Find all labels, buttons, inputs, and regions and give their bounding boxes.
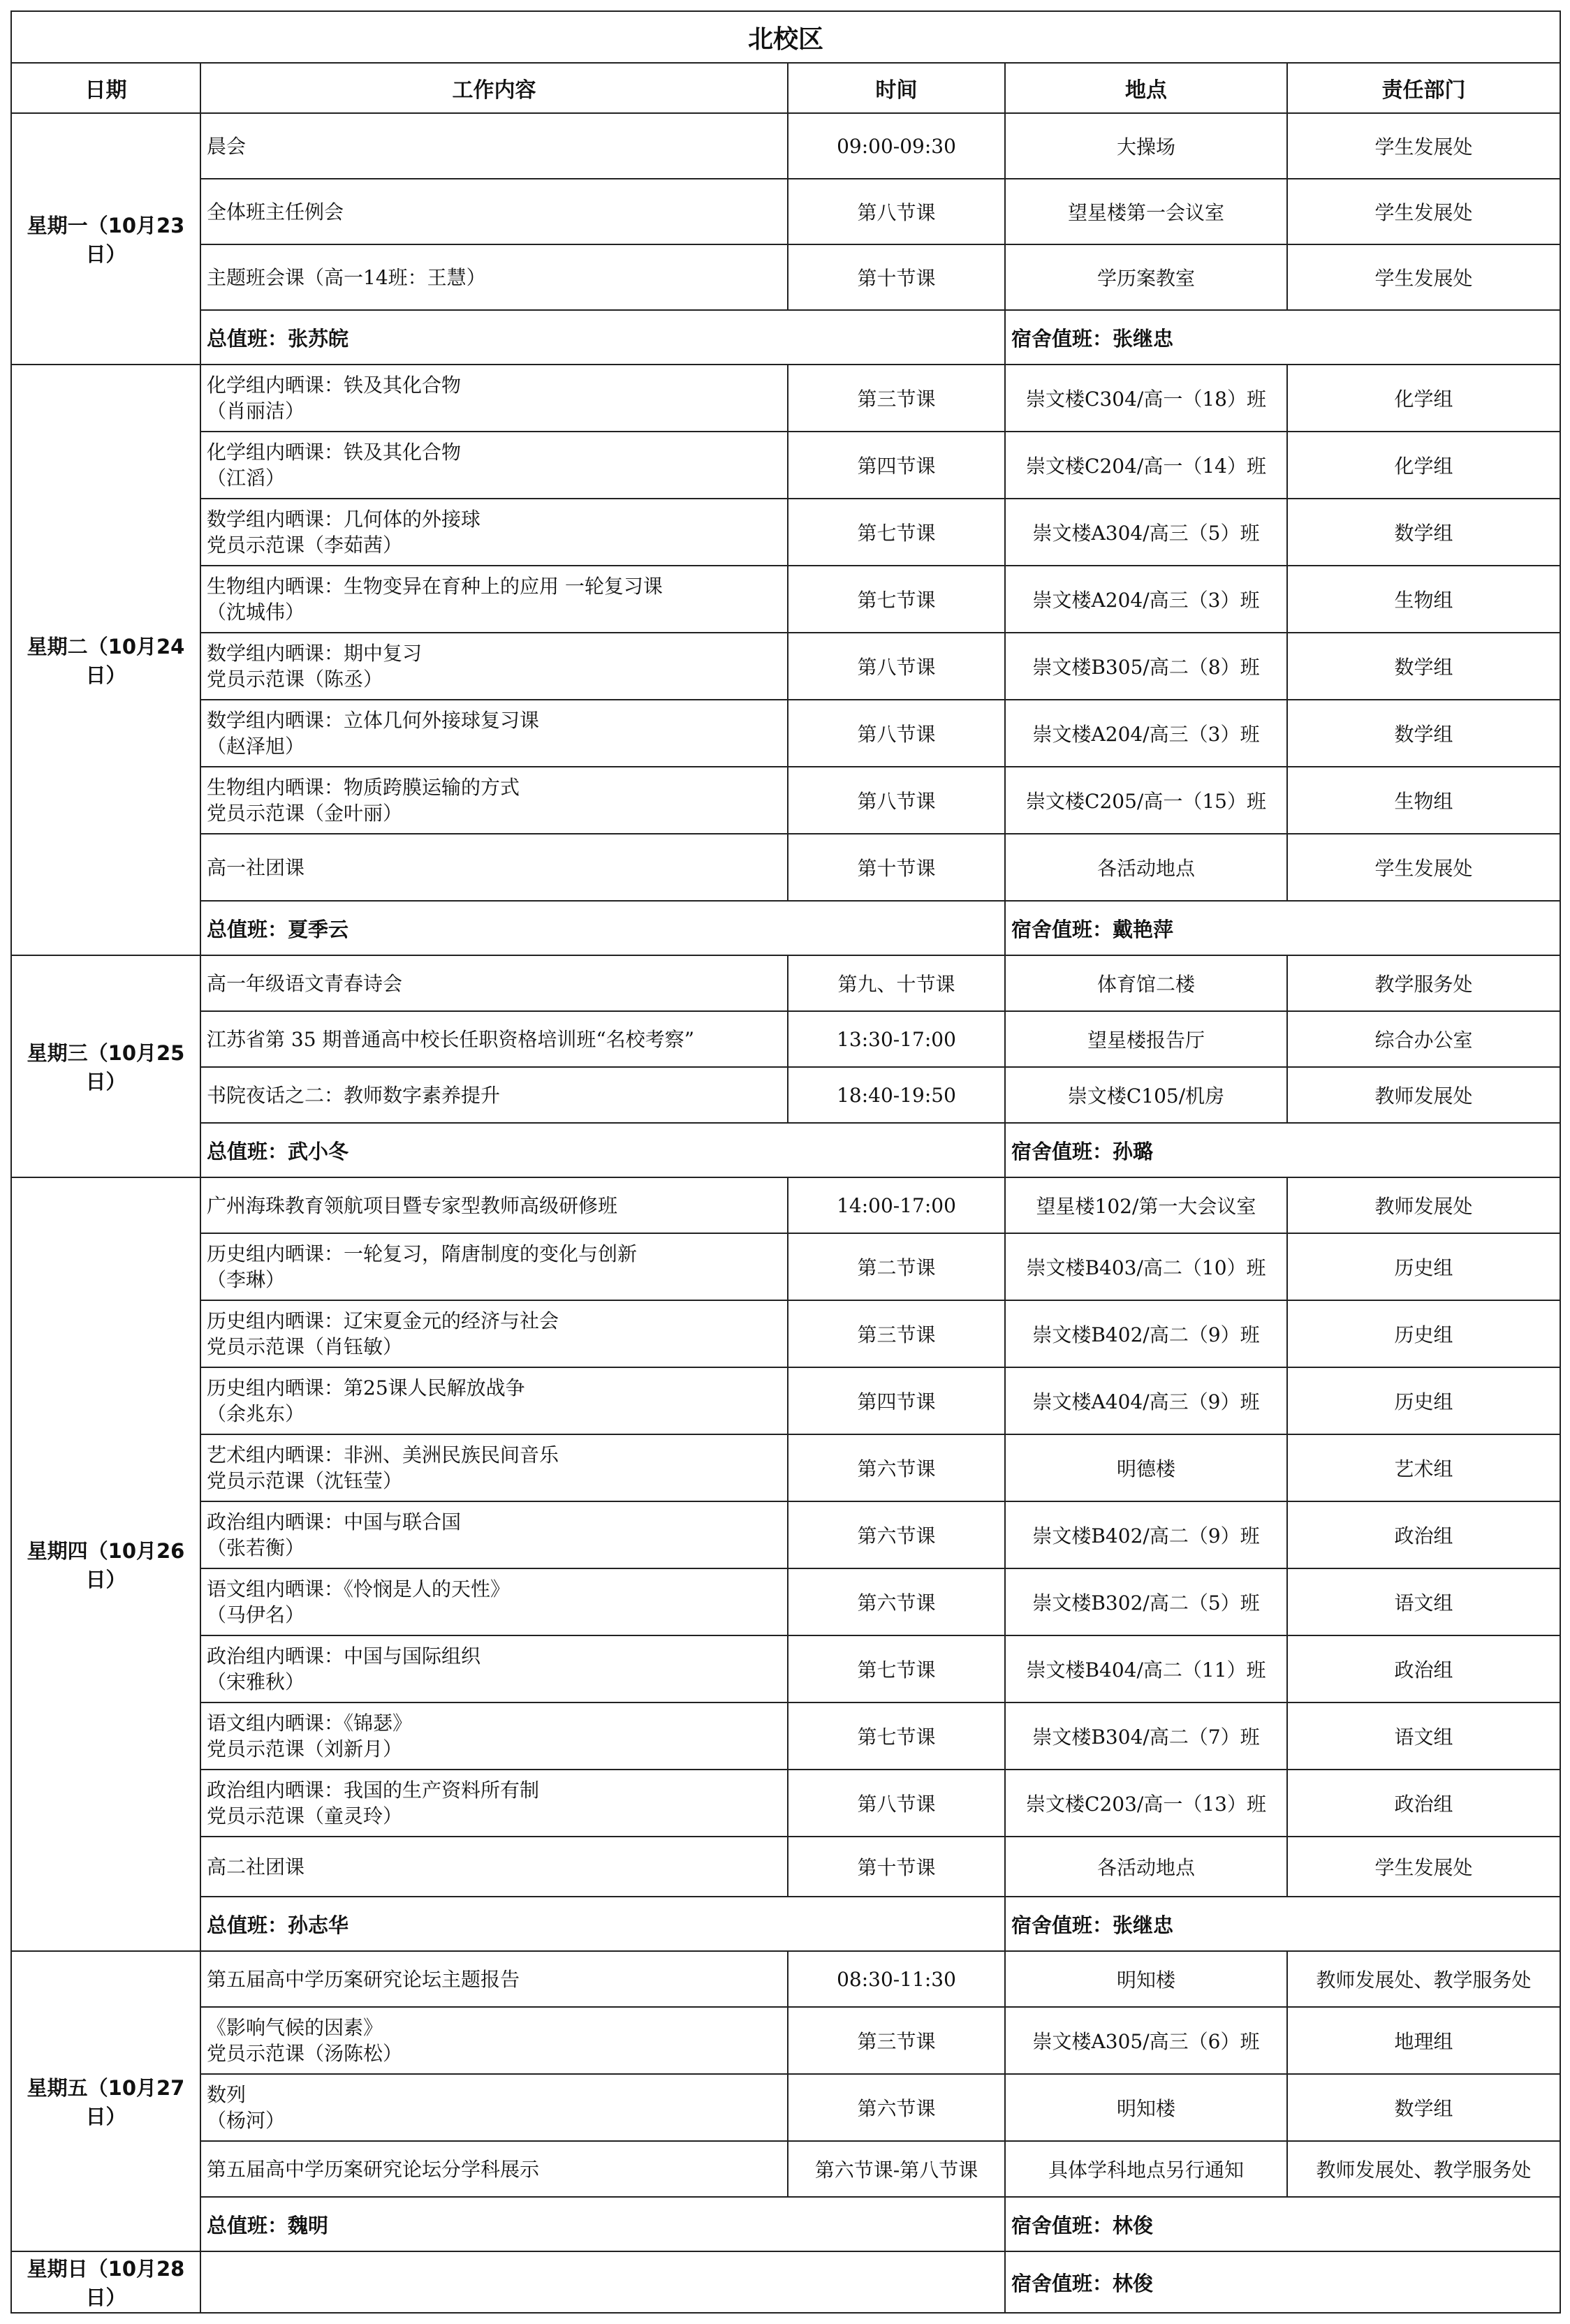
dorm-duty-name: 张继忠 — [1113, 1913, 1174, 1937]
work-content-line: 语文组内晒课：《怜悯是人的天性》 — [207, 1577, 511, 1601]
work-content-line: 数学组内晒课：期中复习 — [207, 642, 423, 665]
time-cell: 第六节课 — [788, 1501, 1005, 1568]
time-cell: 08:30-11:30 — [788, 1951, 1005, 2007]
dept-cell: 学生发展处 — [1287, 244, 1560, 310]
place-cell: 各活动地点 — [1005, 834, 1287, 901]
schedule-row — [11, 1837, 1560, 1897]
place-cell: 望星楼第一会议室 — [1005, 179, 1287, 244]
dept-cell: 教学服务处 — [1287, 955, 1560, 1011]
work-content-line: 高一年级语文青春诗会 — [207, 971, 403, 995]
place-cell: 崇文楼B302/高二（5）班 — [1005, 1568, 1287, 1635]
work-content-cell — [200, 1951, 788, 2007]
work-content-line: 化学组内晒课：铁及其化合物 — [207, 374, 462, 397]
dept-cell: 政治组 — [1287, 1635, 1560, 1702]
schedule-row — [11, 767, 1560, 834]
dorm-duty-cell — [1005, 310, 1560, 365]
time-cell: 18:40-19:50 — [788, 1067, 1005, 1123]
work-content-line: 语文组内晒课：《锦瑟》 — [207, 1712, 413, 1735]
work-content-line: （沈城伟） — [207, 601, 305, 624]
schedule-row — [11, 113, 1560, 179]
work-content-cell — [200, 244, 788, 310]
work-content-line: 政治组内晒课：我国的生产资料所有制 — [207, 1779, 540, 1802]
time-cell: 第六节课 — [788, 1434, 1005, 1501]
work-content-cell — [200, 1367, 788, 1434]
work-content-line: 政治组内晒课：中国与联合国 — [207, 1510, 462, 1534]
place-cell: 崇文楼C304/高一（18）班 — [1005, 365, 1287, 432]
work-content-line: 全体班主任例会 — [207, 200, 344, 223]
work-content-line: 晨会 — [207, 134, 247, 158]
dorm-duty-label: 宿舍值班： — [1011, 917, 1113, 941]
work-content-line: 历史组内晒课：辽宋夏金元的经济与社会 — [207, 1309, 559, 1332]
work-content-cell — [200, 179, 788, 244]
dorm-duty-name: 孙璐 — [1113, 1139, 1154, 1163]
general-duty-label: 总值班： — [207, 1913, 288, 1937]
dorm-duty-label: 宿舍值班： — [1011, 2213, 1113, 2237]
day-cell: 星期日（10月28日） — [11, 2251, 200, 2313]
schedule-table — [10, 10, 1561, 2314]
general-duty-name: 魏明 — [288, 2213, 329, 2237]
dept-cell: 生物组 — [1287, 566, 1560, 633]
dept-cell: 学生发展处 — [1287, 1837, 1560, 1897]
general-duty-name: 张苏皖 — [288, 326, 349, 351]
duty-row — [11, 1123, 1560, 1177]
work-content-line: 生物组内晒课：生物变异在育种上的应用 一轮复习课 — [207, 575, 663, 598]
place-cell: 崇文楼A204/高三（3）班 — [1005, 700, 1287, 767]
work-content-line: 党员示范课（李茹茜） — [207, 534, 403, 557]
place-cell: 崇文楼B402/高二（9）班 — [1005, 1501, 1287, 1568]
work-content-line: 党员示范课（金叶丽） — [207, 802, 403, 825]
schedule-row — [11, 2007, 1560, 2074]
schedule-row — [11, 1951, 1560, 2007]
general-duty-name: 夏季云 — [288, 917, 349, 941]
time-cell: 第三节课 — [788, 365, 1005, 432]
time-cell: 09:00-09:30 — [788, 113, 1005, 179]
work-content-line: 历史组内晒课：第25课人民解放战争 — [207, 1376, 525, 1399]
dept-cell: 教师发展处 — [1287, 1177, 1560, 1233]
work-content-cell — [200, 2141, 788, 2197]
work-content-cell — [200, 1568, 788, 1635]
dept-cell: 学生发展处 — [1287, 179, 1560, 244]
work-content-line: 第五届高中学历案研究论坛主题报告 — [207, 1967, 520, 1991]
dorm-duty-label: 宿舍值班： — [1011, 326, 1113, 351]
place-cell: 崇文楼C105/机房 — [1005, 1067, 1287, 1123]
general-duty-label: 总值班： — [207, 2213, 288, 2237]
work-content-line: 党员示范课（汤陈松） — [207, 2042, 403, 2065]
time-cell: 第六节课-第八节课 — [788, 2141, 1005, 2197]
day-cell: 星期四（10月26日） — [11, 1177, 200, 1951]
work-content-cell — [200, 700, 788, 767]
place-cell: 崇文楼A304/高三（5）班 — [1005, 499, 1287, 566]
general-duty-cell — [200, 1897, 1005, 1951]
schedule-row — [11, 1011, 1560, 1067]
place-cell: 崇文楼B403/高二（10）班 — [1005, 1233, 1287, 1300]
place-cell: 明德楼 — [1005, 1434, 1287, 1501]
work-content-cell — [200, 432, 788, 499]
place-cell: 学历案教室 — [1005, 244, 1287, 310]
schedule-row — [11, 1702, 1560, 1770]
dorm-duty-cell — [1005, 901, 1560, 955]
work-content-cell — [200, 1702, 788, 1770]
schedule-row — [11, 1770, 1560, 1837]
work-content-line: 艺术组内晒课：非洲、美洲民族民间音乐 — [207, 1443, 559, 1466]
work-content-cell — [200, 365, 788, 432]
work-content-cell — [200, 2074, 788, 2141]
work-content-cell — [200, 633, 788, 700]
work-content-line: 数学组内晒课：立体几何外接球复习课 — [207, 709, 540, 732]
general-duty-cell — [200, 2251, 1005, 2313]
time-cell: 第十节课 — [788, 244, 1005, 310]
duty-row — [11, 2197, 1560, 2251]
dorm-duty-cell — [1005, 1897, 1560, 1951]
time-cell: 第六节课 — [788, 1568, 1005, 1635]
schedule-row — [11, 432, 1560, 499]
work-content-cell — [200, 1434, 788, 1501]
work-content-line: 高二社团课 — [207, 1855, 305, 1878]
time-cell: 第七节课 — [788, 499, 1005, 566]
time-cell: 第二节课 — [788, 1233, 1005, 1300]
duty-row — [11, 1897, 1560, 1951]
work-content-cell — [200, 1011, 788, 1067]
day-cell: 星期五（10月27日） — [11, 1951, 200, 2251]
general-duty-label: 总值班： — [207, 917, 288, 941]
general-duty-cell — [200, 1123, 1005, 1177]
work-content-line: 书院夜话之二：教师数字素养提升 — [207, 1083, 501, 1107]
schedule-row — [11, 499, 1560, 566]
place-cell: 崇文楼A204/高三（3）班 — [1005, 566, 1287, 633]
dept-cell: 语文组 — [1287, 1702, 1560, 1770]
work-content-cell — [200, 113, 788, 179]
general-duty-cell — [200, 310, 1005, 365]
general-duty-name: 武小冬 — [288, 1139, 349, 1163]
place-cell: 望星楼102/第一大会议室 — [1005, 1177, 1287, 1233]
place-cell: 崇文楼B404/高二（11）班 — [1005, 1635, 1287, 1702]
general-duty-cell — [200, 901, 1005, 955]
dept-cell: 语文组 — [1287, 1568, 1560, 1635]
dept-cell: 历史组 — [1287, 1367, 1560, 1434]
schedule-row — [11, 1367, 1560, 1434]
schedule-row — [11, 1067, 1560, 1123]
dept-cell: 生物组 — [1287, 767, 1560, 834]
dept-cell: 数学组 — [1287, 499, 1560, 566]
place-cell: 各活动地点 — [1005, 1837, 1287, 1897]
time-cell: 第十节课 — [788, 834, 1005, 901]
time-cell: 第八节课 — [788, 179, 1005, 244]
dept-cell: 教师发展处 — [1287, 1067, 1560, 1123]
work-content-line: （宋雅秋） — [207, 1670, 305, 1693]
work-content-line: 数学组内晒课：几何体的外接球 — [207, 508, 481, 531]
campus-title: 北校区 — [11, 11, 1560, 63]
place-cell: 明知楼 — [1005, 1951, 1287, 2007]
dept-cell: 化学组 — [1287, 432, 1560, 499]
work-content-cell — [200, 1067, 788, 1123]
time-cell: 第四节课 — [788, 1367, 1005, 1434]
header-content: 工作内容 — [200, 63, 788, 113]
dorm-duty-label: 宿舍值班： — [1011, 2271, 1113, 2295]
place-cell: 崇文楼C203/高一（13）班 — [1005, 1770, 1287, 1837]
work-content-cell — [200, 1300, 788, 1367]
day-cell: 星期二（10月24日） — [11, 365, 200, 955]
time-cell: 14:00-17:00 — [788, 1177, 1005, 1233]
schedule-row — [11, 1177, 1560, 1233]
work-content-line: 化学组内晒课：铁及其化合物 — [207, 441, 462, 464]
dept-cell: 历史组 — [1287, 1233, 1560, 1300]
duty-row — [11, 901, 1560, 955]
dorm-duty-cell — [1005, 1123, 1560, 1177]
dorm-duty-label: 宿舍值班： — [1011, 1139, 1113, 1163]
work-content-line: （江滔） — [207, 466, 286, 490]
work-content-line: 《影响气候的因素》 — [207, 2016, 383, 2039]
work-content-cell — [200, 1501, 788, 1568]
schedule-row — [11, 365, 1560, 432]
schedule-row — [11, 700, 1560, 767]
work-content-line: （张若衡） — [207, 1536, 305, 1559]
dept-cell: 学生发展处 — [1287, 834, 1560, 901]
dept-cell: 政治组 — [1287, 1770, 1560, 1837]
place-cell: 望星楼报告厅 — [1005, 1011, 1287, 1067]
schedule-row — [11, 1635, 1560, 1702]
schedule-row — [11, 1501, 1560, 1568]
schedule-row — [11, 2074, 1560, 2141]
work-content-line: 广州海珠教育领航项目暨专家型教师高级研修班 — [207, 1193, 618, 1217]
time-cell: 第三节课 — [788, 2007, 1005, 2074]
work-content-line: 生物组内晒课：物质跨膜运输的方式 — [207, 776, 520, 799]
schedule-row — [11, 1300, 1560, 1367]
work-content-line: （马伊名） — [207, 1603, 305, 1626]
schedule-row — [11, 179, 1560, 244]
work-content-line: 党员示范课（沈钰莹） — [207, 1469, 403, 1492]
work-content-cell — [200, 955, 788, 1011]
work-content-cell — [200, 767, 788, 834]
place-cell: 崇文楼B304/高二（7）班 — [1005, 1702, 1287, 1770]
work-content-line: 政治组内晒课：中国与国际组织 — [207, 1645, 481, 1668]
work-content-cell — [200, 1770, 788, 1837]
work-content-line: 党员示范课（刘新月） — [207, 1737, 403, 1760]
header-dept: 责任部门 — [1287, 63, 1560, 113]
dorm-duty-name: 戴艳萍 — [1113, 917, 1174, 941]
header-date: 日期 — [11, 63, 200, 113]
general-duty-cell — [200, 2197, 1005, 2251]
time-cell: 第八节课 — [788, 767, 1005, 834]
duty-row — [11, 2251, 1560, 2313]
dorm-duty-cell — [1005, 2197, 1560, 2251]
schedule-row — [11, 1434, 1560, 1501]
time-cell: 第六节课 — [788, 2074, 1005, 2141]
work-content-line: 历史组内晒课：一轮复习，隋唐制度的变化与创新 — [207, 1242, 638, 1265]
dorm-duty-label: 宿舍值班： — [1011, 1913, 1113, 1937]
schedule-row — [11, 955, 1560, 1011]
dorm-duty-name: 张继忠 — [1113, 326, 1174, 351]
schedule-row — [11, 566, 1560, 633]
schedule-row — [11, 1233, 1560, 1300]
work-content-line: （赵泽旭） — [207, 735, 305, 758]
schedule-body — [11, 113, 1560, 2313]
work-content-line: 党员示范课（肖钰敏） — [207, 1335, 403, 1358]
work-content-line: 高一社团课 — [207, 855, 305, 879]
dept-cell: 政治组 — [1287, 1501, 1560, 1568]
schedule-row — [11, 633, 1560, 700]
dept-cell: 综合办公室 — [1287, 1011, 1560, 1067]
schedule-row — [11, 2141, 1560, 2197]
dept-cell: 数学组 — [1287, 2074, 1560, 2141]
time-cell: 第九、十节课 — [788, 955, 1005, 1011]
work-content-line: （李琳） — [207, 1268, 286, 1291]
work-content-cell — [200, 1635, 788, 1702]
dept-cell: 化学组 — [1287, 365, 1560, 432]
schedule-row — [11, 1568, 1560, 1635]
schedule-row — [11, 834, 1560, 901]
dept-cell: 地理组 — [1287, 2007, 1560, 2074]
dept-cell: 艺术组 — [1287, 1434, 1560, 1501]
work-content-line: （杨河） — [207, 2109, 286, 2132]
day-cell: 星期三（10月25日） — [11, 955, 200, 1177]
day-cell: 星期一（10月23日） — [11, 113, 200, 365]
place-cell: 崇文楼C204/高一（14）班 — [1005, 432, 1287, 499]
place-cell: 崇文楼B305/高二（8）班 — [1005, 633, 1287, 700]
dorm-duty-name: 林俊 — [1113, 2271, 1154, 2295]
work-content-line: 第五届高中学历案研究论坛分学科展示 — [207, 2157, 540, 2181]
work-content-cell — [200, 499, 788, 566]
schedule-row — [11, 244, 1560, 310]
place-cell: 大操场 — [1005, 113, 1287, 179]
time-cell: 第七节课 — [788, 1635, 1005, 1702]
work-content-cell — [200, 566, 788, 633]
time-cell: 第十节课 — [788, 1837, 1005, 1897]
work-content-line: 江苏省第 35 期普通高中校长任职资格培训班“名校考察” — [207, 1027, 695, 1051]
dept-cell: 教师发展处、教学服务处 — [1287, 2141, 1560, 2197]
place-cell: 崇文楼A404/高三（9）班 — [1005, 1367, 1287, 1434]
time-cell: 第七节课 — [788, 1702, 1005, 1770]
work-content-line: 党员示范课（童灵玲） — [207, 1804, 403, 1827]
work-content-cell — [200, 2007, 788, 2074]
place-cell: 崇文楼A305/高三（6）班 — [1005, 2007, 1287, 2074]
work-content-cell — [200, 1233, 788, 1300]
dorm-duty-name: 林俊 — [1113, 2213, 1154, 2237]
place-cell: 具体学科地点另行通知 — [1005, 2141, 1287, 2197]
work-content-line: 党员示范课（陈丞） — [207, 668, 383, 691]
dept-cell: 数学组 — [1287, 633, 1560, 700]
time-cell: 第八节课 — [788, 1770, 1005, 1837]
dorm-duty-cell — [1005, 2251, 1560, 2313]
time-cell: 第七节课 — [788, 566, 1005, 633]
work-content-line: 数列 — [207, 2083, 247, 2106]
work-content-cell — [200, 834, 788, 901]
dept-cell: 数学组 — [1287, 700, 1560, 767]
general-duty-label: 总值班： — [207, 1139, 288, 1163]
time-cell: 第三节课 — [788, 1300, 1005, 1367]
dept-cell: 教师发展处、教学服务处 — [1287, 1951, 1560, 2007]
time-cell: 第八节课 — [788, 633, 1005, 700]
time-cell: 第四节课 — [788, 432, 1005, 499]
dept-cell: 学生发展处 — [1287, 113, 1560, 179]
place-cell: 崇文楼B402/高二（9）班 — [1005, 1300, 1287, 1367]
place-cell: 明知楼 — [1005, 2074, 1287, 2141]
duty-row — [11, 310, 1560, 365]
header-place: 地点 — [1005, 63, 1287, 113]
place-cell: 崇文楼C205/高一（15）班 — [1005, 767, 1287, 834]
general-duty-name: 孙志华 — [288, 1913, 349, 1937]
time-cell: 13:30-17:00 — [788, 1011, 1005, 1067]
time-cell: 第八节课 — [788, 700, 1005, 767]
header-time: 时间 — [788, 63, 1005, 113]
work-content-cell — [200, 1837, 788, 1897]
work-content-line: 主题班会课（高一14班：王慧） — [207, 265, 486, 289]
work-content-line: （余兆东） — [207, 1402, 305, 1425]
dept-cell: 历史组 — [1287, 1300, 1560, 1367]
general-duty-label: 总值班： — [207, 326, 288, 351]
work-content-cell — [200, 1177, 788, 1233]
place-cell: 体育馆二楼 — [1005, 955, 1287, 1011]
work-content-line: （肖丽洁） — [207, 399, 305, 422]
